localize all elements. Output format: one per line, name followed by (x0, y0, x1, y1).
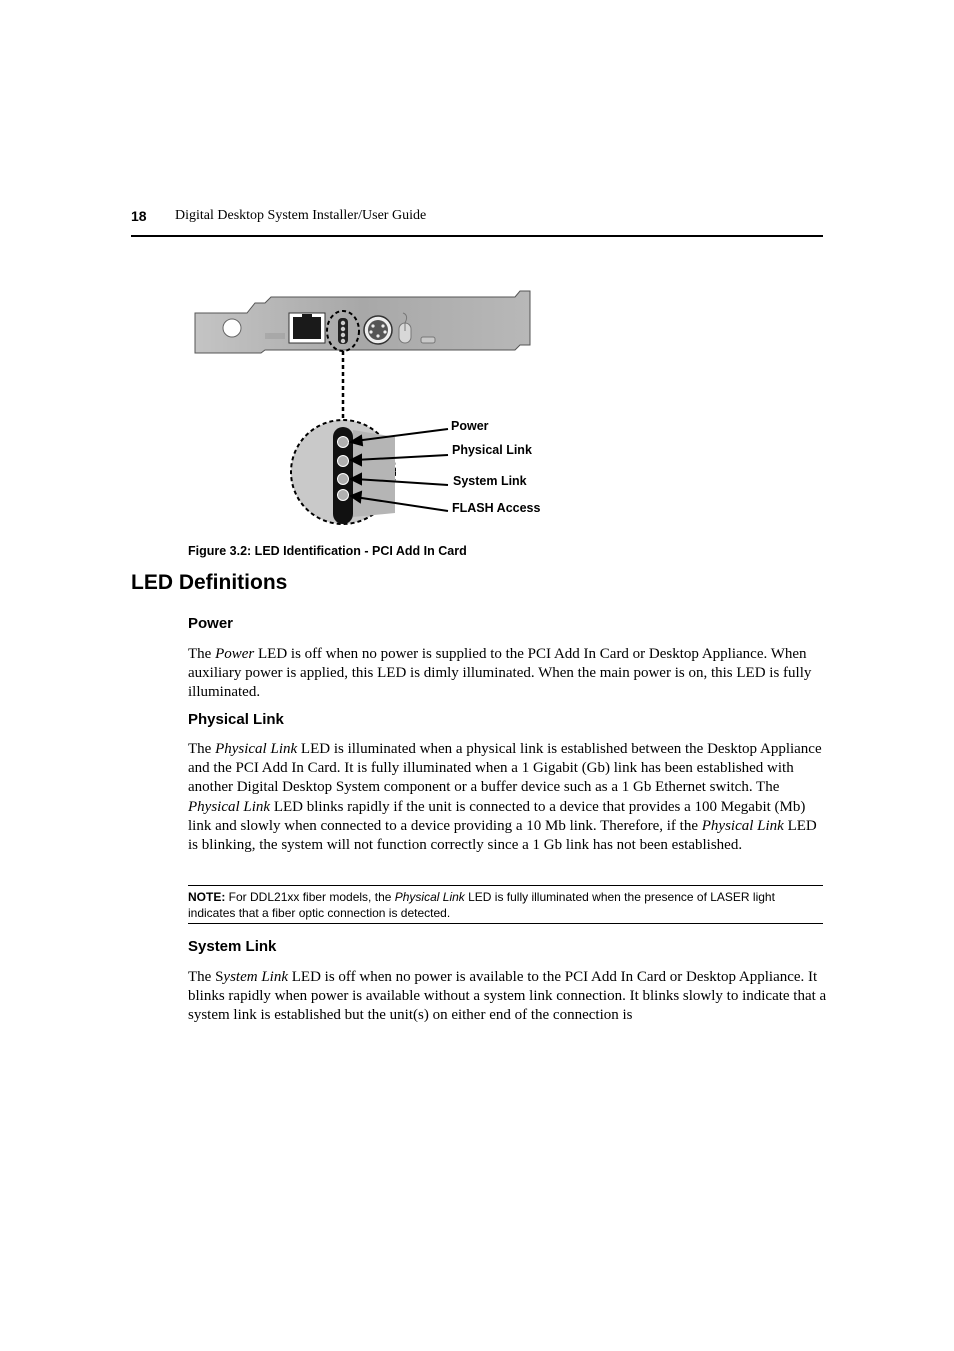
note-box: NOTE: For DDL21xx fiber models, the Physical Link LED is fully illuminated when the presence of LASER light indicates that a fiber optic connection is detected. (188, 885, 823, 924)
bracket-marking (265, 333, 285, 339)
mounting-hole (223, 319, 241, 337)
small-slot-icon (421, 337, 435, 343)
physical-link-led (338, 456, 349, 467)
figure-caption: Figure 3.2: LED Identification - PCI Add In Card (188, 544, 467, 558)
pci-card-led-figure (185, 285, 565, 530)
flash-access-led (338, 490, 349, 501)
power-paragraph: The Power LED is off when no power is supplied to the PCI Add In Card or Desktop Appliance. When auxiliary power is applied, this LED is dimly illuminated. When the main power is on, this LED is fully illuminated. (188, 646, 812, 701)
system-link-led (338, 474, 349, 485)
note-label: NOTE: (188, 890, 226, 904)
physical-link-heading: Physical Link (188, 711, 284, 728)
section-heading: LED Definitions (131, 571, 288, 594)
power-heading: Power (188, 615, 234, 632)
rj45-port-icon (293, 317, 321, 339)
label-system-link: System Link (453, 474, 527, 488)
label-physical-link: Physical Link (452, 443, 532, 457)
system-link-heading: System Link (188, 938, 277, 955)
page-number: 18 (131, 208, 147, 224)
pci-card-illustration (185, 285, 565, 530)
power-led (338, 437, 349, 448)
label-power: Power (451, 419, 489, 433)
pci-bracket (195, 291, 530, 353)
running-header-title: Digital Desktop System Installer/User Guide (175, 208, 427, 223)
physical-link-paragraph: The Physical Link LED is illuminated when a physical link is established between the Desktop Appliance and the PCI Add In Card. It is fully illuminated when a 1 Gigabit (Gb) link has been established with another Digital Desktop System component or a buffer device such as a 1 Gb Ethernet switch. The Physical Link LED blinks rapidly if the unit is connected to a device that provides a 100 Megabit (Mb) link and slowly when connected to a device providing a 10 Mb link. Therefore, if the Physical Link LED is blinking, the system will not function correctly since a 1 Gb link has not been established. (188, 741, 822, 854)
system-link-paragraph: The System Link LED is off when no power is available to the PCI Add In Card or Desktop Appliance. It blinks rapidly when power is available without a system link connection. It blinks slowly to indicate that a system link is established but the unit(s) on either end of the connection is (188, 969, 827, 1024)
label-flash-access: FLASH Access (452, 501, 541, 515)
header-rule (131, 235, 823, 237)
